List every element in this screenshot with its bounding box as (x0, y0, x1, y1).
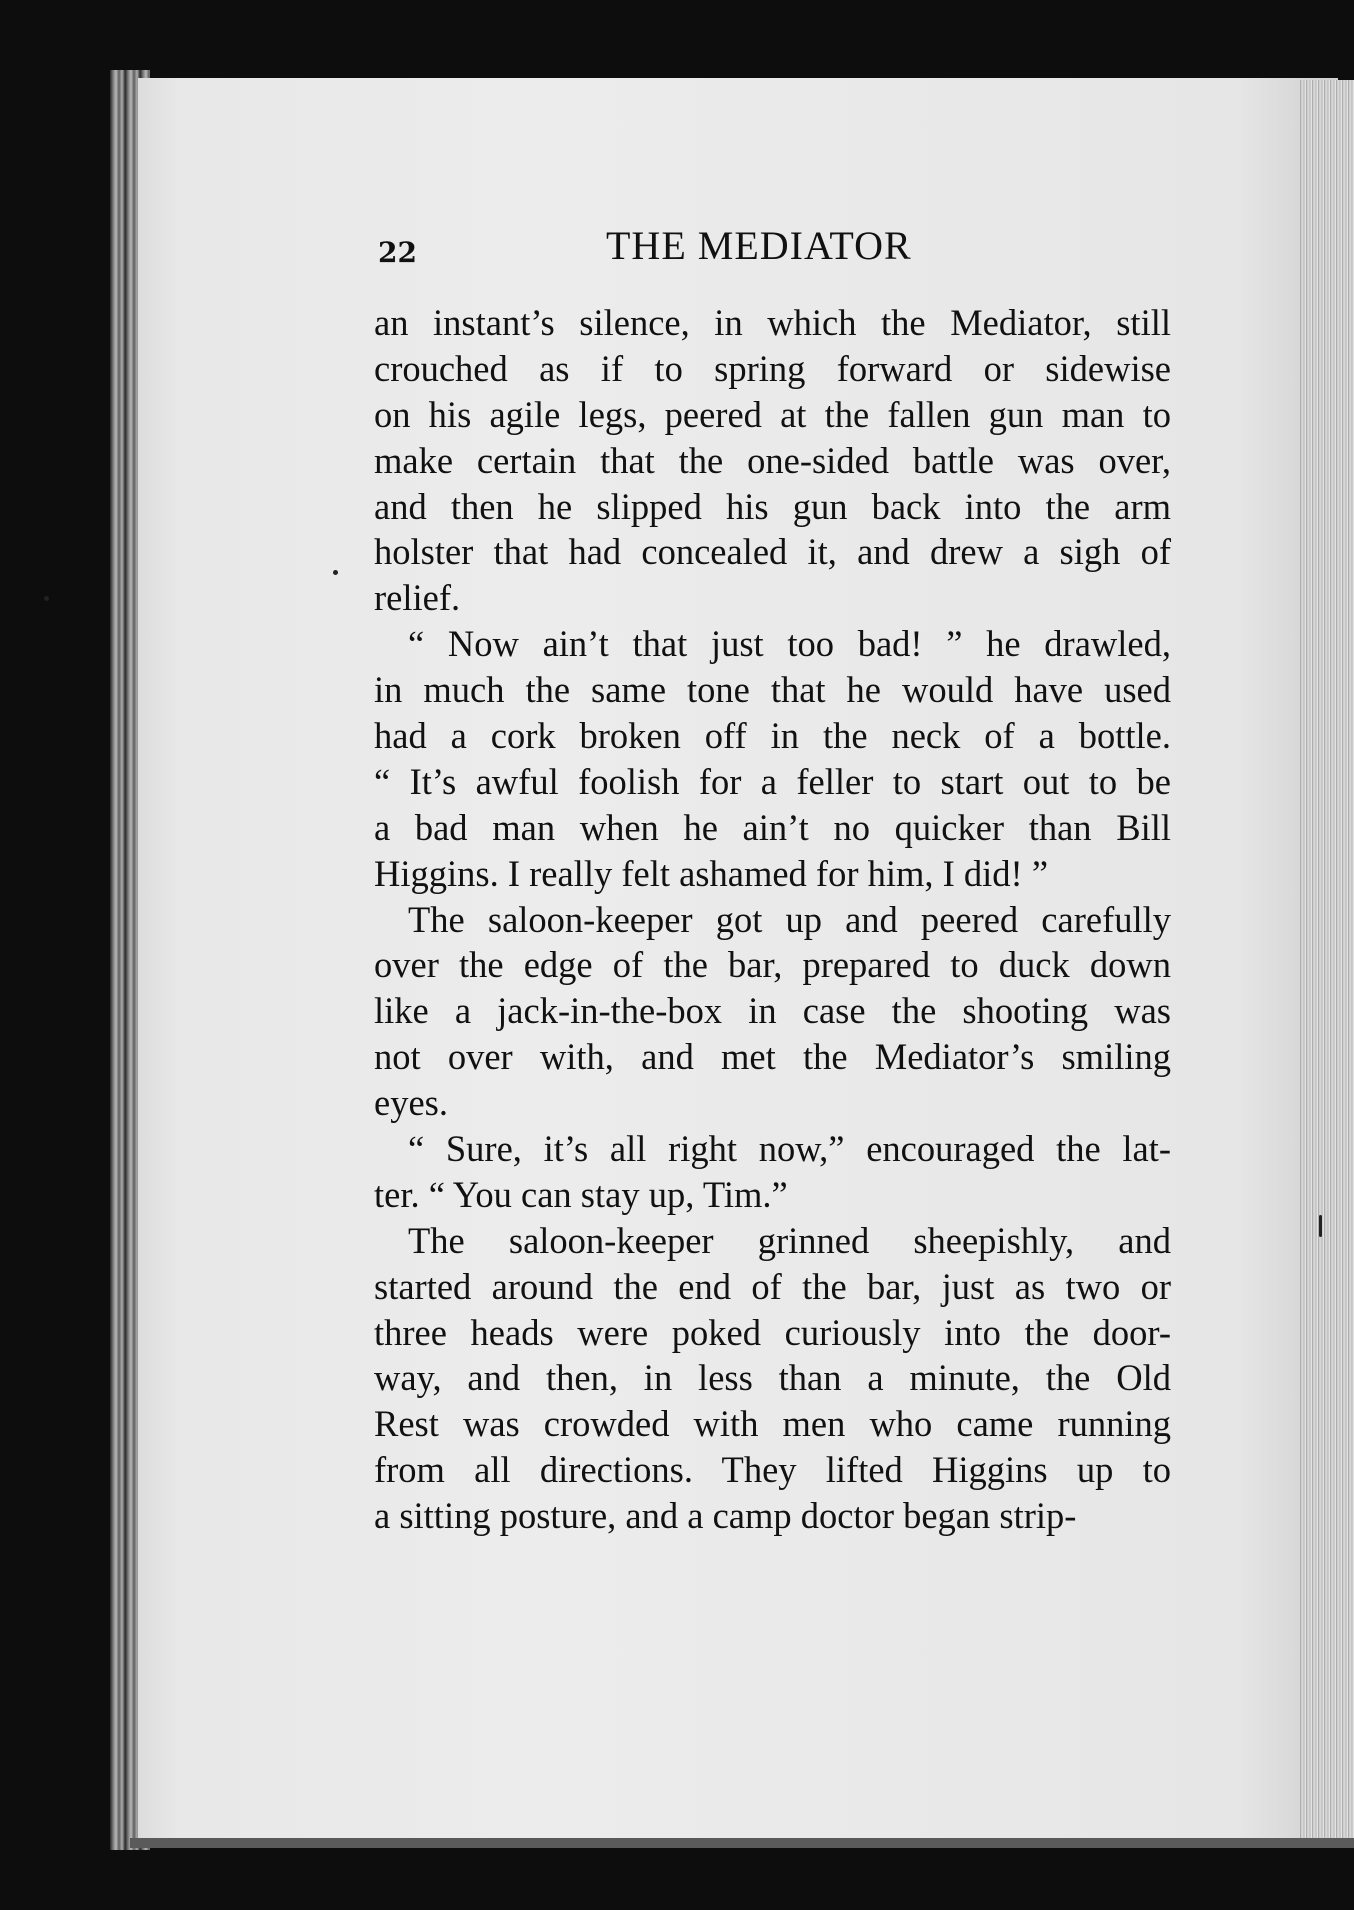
text-line: a bad man when he ain’t no quicker than Bill (374, 806, 1171, 848)
page-bottom-edge (130, 1838, 1354, 1848)
text-line: holster that had concealed it, and drew a sigh of (374, 531, 1171, 573)
paragraph (374, 621, 1171, 896)
text-line: in much the same tone that he would have used (374, 669, 1171, 711)
paragraph (374, 1218, 1171, 1539)
running-title: THE MEDIATOR (606, 223, 912, 268)
text-line: Higgins. I really felt ashamed for him, I did! ” (374, 852, 1049, 894)
text-line: like a jack-in-the-box in case the shooting was (374, 990, 1171, 1032)
text-line: relief. (374, 577, 461, 619)
page-fore-edge (1300, 80, 1354, 1840)
text-line: make certain that the one-sided battle was over, (374, 439, 1171, 481)
text-line: ter. “ You can stay up, Tim.” (374, 1173, 788, 1215)
text-line: three heads were poked curiously into the door- (374, 1311, 1171, 1353)
text-line: a sitting posture, and a camp doctor began strip- (374, 1495, 1077, 1537)
text-line: way, and then, in less than a minute, the Old (374, 1357, 1171, 1399)
text-line: The saloon-keeper got up and peered carefully (408, 898, 1171, 940)
scan-speck (333, 570, 338, 575)
text-line: and then he slipped his gun back into the arm (374, 485, 1171, 527)
text-line: “ Now ain’t that just too bad! ” he drawled, (408, 623, 1171, 665)
page-number: 22 (378, 236, 417, 269)
text-line: The saloon-keeper grinned sheepishly, and (408, 1219, 1171, 1261)
text-line: over the edge of the bar, prepared to duck down (374, 944, 1171, 986)
text-line: started around the end of the bar, just as two or (374, 1265, 1171, 1307)
scan-speck (1319, 1215, 1322, 1237)
text-line: “ It’s awful foolish for a feller to start out to be (374, 760, 1171, 802)
text-line: Rest was crowded with men who came running (374, 1403, 1171, 1445)
text-line: not over with, and met the Mediator’s smiling (374, 1036, 1171, 1078)
scan-speck (44, 596, 49, 601)
text-line: eyes. (374, 1082, 448, 1124)
text-line: an instant’s silence, in which the Mediator, still (374, 302, 1171, 343)
text-line: “ Sure, it’s all right now,” encouraged the lat- (408, 1128, 1171, 1170)
paragraph (374, 1126, 1171, 1218)
paragraph (374, 300, 1171, 621)
text-line: from all directions. They lifted Higgins up to (374, 1449, 1171, 1491)
text-line: had a cork broken off in the neck of a bottle. (374, 715, 1171, 757)
text-line: crouched as if to spring forward or sidewise (374, 347, 1171, 389)
running-header (378, 222, 1170, 282)
body-text (374, 300, 1171, 1539)
paragraph (374, 897, 1171, 1126)
text-line: on his agile legs, peered at the fallen gun man to (374, 393, 1171, 435)
